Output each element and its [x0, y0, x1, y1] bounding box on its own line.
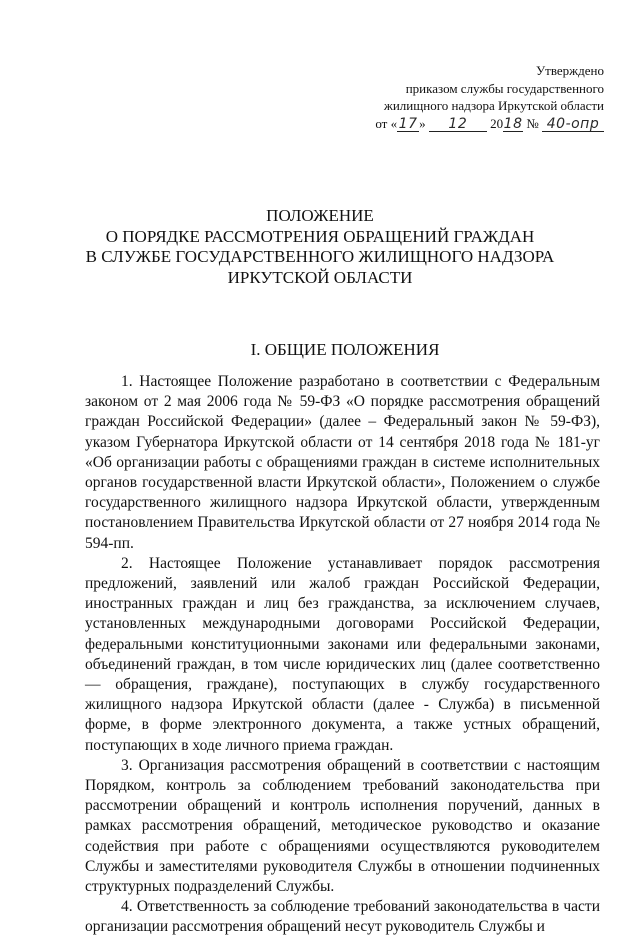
date-prefix: от « — [375, 115, 398, 131]
title-line-3: В СЛУЖБЕ ГОСУДАРСТВЕННОГО ЖИЛИЩНОГО НАДЗОРА — [85, 247, 555, 266]
document-body — [85, 372, 600, 938]
title-line-4: ИРКУТСКОЙ ОБЛАСТИ — [227, 267, 413, 287]
number-sign: № — [526, 115, 539, 131]
approval-block — [304, 62, 604, 132]
section-heading: I. ОБЩИЕ ПОЛОЖЕНИЯ — [250, 340, 440, 359]
title-line-2: О ПОРЯДКЕ РАССМОТРЕНИЯ ОБРАЩЕНИЙ ГРАЖДАН — [105, 226, 535, 246]
date-day-handwritten: 17 — [398, 115, 418, 132]
approval-agency-line: жилищного надзора Иркутской области — [383, 98, 604, 113]
paragraph-2: 2. Настоящее Положение устанавливает порядок рассмотрения предложений, заявлений или жалоб граждан Российской Федерации, иностранных граждан и лиц без гражданства, за исключением случаев, установленных международными договорами Российской Федерации, федеральными конституционными законами или федеральными законами, объединений граждан, в том числе юридических лиц (далее соответственно — обращения, граждане), поступающих в службу государственного жилищного надзора Иркутской области (далее - Служба) в письменной форме, в форме электронного документа, а также устных обращений, поступающих в ходе личного приема граждан. — [85, 554, 600, 754]
document-title — [0, 206, 640, 288]
year-prefix: 20 — [490, 115, 504, 131]
paragraph-1: 1. Настоящее Положение разработано в соответствии с Федеральным законом от 2 мая 2006 года № 59-ФЗ «О порядке рассмотрения обращений граждан Российской Федерации» (далее – Федеральный закон № 59-ФЗ), указом Губернатора Иркутской области от 14 сентября 2018 года № 181-уг «Об организации работы с обращениями граждан в системе исполнительных органов государственной власти Иркутской области», Положением о службе государственного жилищного надзора Иркутской области, утвержденным постановлением Правительства Иркутской области от 27 ноября 2014 года № 594-пп. — [85, 373, 600, 552]
approval-date-line — [304, 115, 604, 133]
date-month-handwritten: 12 — [429, 117, 487, 132]
title-line-1: ПОЛОЖЕНИЕ — [266, 206, 374, 225]
approval-title: Утверждено — [535, 63, 604, 78]
approval-order-line: приказом службы государственного — [405, 80, 604, 96]
paragraph-4: 4. Ответственность за соблюдение требований законодательства в части организации рассмотрения обращений несут руководитель Службы и — [85, 898, 600, 936]
year-suffix-handwritten: 18 — [503, 115, 523, 132]
date-sep: » — [419, 115, 426, 131]
paragraph-3: 3. Организация рассмотрения обращений в соответствии с настоящим Порядком, контроль за соблюдением требований законодательства при рассмотрении обращений и контроль исполнения поручений, данных в рамках рассмотрения обращений, методическое руководство и оказание содействия при работе с обращениями осуществляются руководителем Службы и заместителями руководителя Службы в отношении подчиненных структурных подразделений Службы. — [85, 756, 600, 896]
order-number-handwritten: 40-опр — [542, 117, 604, 132]
